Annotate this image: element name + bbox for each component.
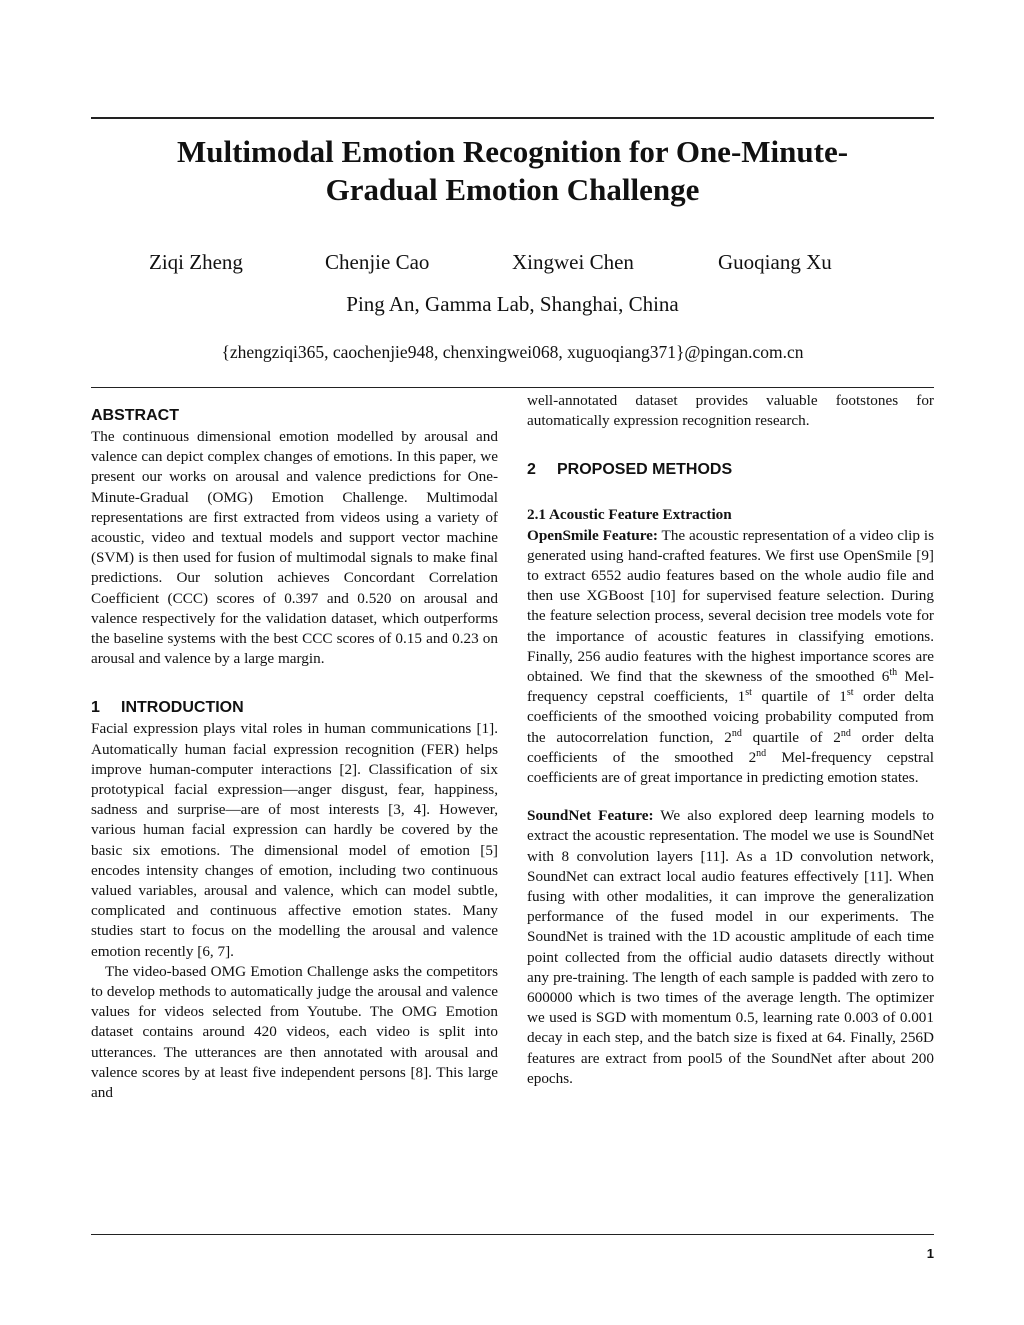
introduction-paragraph-1: Facial expression plays vital roles in human communications [1]. Automatically human facial expression recognition (FER) helps improve human-computer interactions [2]. Classification of six prototypical facial expression—anger disgust, fear, happiness, sadness and surprise—are of most interests [3, 4]. However, various human facial expression can hardly be covered by the basic six emotions. The dimensional model of emotion [5] encodes intensity changes of emotion, including two continuous valued variables, arousal and valence, which can model subtle, complicated and continuous affective emotion states. Many studies start to focus on the modelling the arousal and valence emotion recently [6, 7].: [91, 720, 498, 960]
opensmile-label: OpenSmile Feature:: [527, 526, 658, 544]
page-number: 1: [926, 1246, 934, 1261]
introduction-number: 1: [91, 699, 100, 717]
title-line-2: Gradual Emotion Challenge: [325, 172, 700, 207]
superscript-nd-3: nd: [756, 747, 767, 759]
methods-title: PROPOSED METHODS: [557, 461, 733, 479]
superscript-nd-2: nd: [840, 727, 851, 739]
introduction-title: INTRODUCTION: [121, 699, 244, 717]
introduction-paragraph-2-continued: well-annotated dataset provides valuable footstones for automatically expression recognition research.: [527, 392, 934, 430]
soundnet-text: We also explored deep learning models to extract the acoustic representation. The model we use is SoundNet with 8 convolution layers [11]. As a 1D convolution network, SoundNet can extract local audio features effectively [11]. When fusing with other modalities, it can improve the generalization performance of the fused model in our experiments. The SoundNet is trained with the 1D acoustic amplitude of each time point collected from the official audio datasets directly without any pre-training. The length of each sample is padded with zero to 600000 which is two times of the average length. The optimizer we used is SGD with momentum 0.5, learning rate 0.003 of 0.001 decay in each step, and the batch size is fixed at 64. Finally, 256D features are extract from pool5 of the SoundNet after about 200 epochs.: [527, 807, 935, 1087]
left-column: [91, 405, 498, 1103]
abstract-heading: ABSTRACT: [91, 407, 179, 424]
methods-number: 2: [527, 461, 536, 479]
superscript-st-2: st: [846, 687, 854, 699]
superscript-th: th: [889, 666, 898, 678]
top-rule: [91, 117, 934, 119]
footer-rule: [91, 1234, 934, 1235]
opensmile-text-b: Mel-frequency cepstral coefficients, 1: [527, 668, 934, 706]
introduction-heading: [91, 697, 498, 719]
paper-title: [91, 133, 934, 209]
superscript-st: st: [745, 687, 752, 699]
opensmile-text-g: Mel-frequency cepstral coefficients are of great importance in predicting emotion states.: [527, 748, 935, 787]
soundnet-paragraph: [527, 806, 934, 1089]
soundnet-label: SoundNet Feature:: [527, 807, 654, 825]
author-1: Ziqi Zheng: [149, 250, 243, 274]
introduction-paragraph-2: The video-based OMG Emotion Challenge asks the competitors to develop methods to automatically judge the arousal and valence values for videos selected from Youtube. The OMG Emotion dataset contains around 420 videos, each video is split into utterances. The utterances are then annotated with arousal and valence scores by at least five independent persons [8]. This large and: [91, 962, 498, 1102]
header-rule: [91, 387, 934, 388]
author-3: Xingwei Chen: [512, 250, 634, 274]
opensmile-text-e: quartile of 2: [741, 728, 841, 746]
opensmile-paragraph: [527, 526, 934, 789]
email-addresses: {zhengziqi365, caochenjie948, chenxingwei068, xuguoqiang371}@pingan.com.cn: [221, 342, 804, 362]
opensmile-text-c: quartile of 1: [751, 688, 847, 706]
author-2: Chenjie Cao: [325, 250, 430, 274]
author-list: [91, 250, 934, 280]
opensmile-text-d: order delta coefficients of the smoothed voicing probability computed from the autocorrelation function, 2: [527, 688, 934, 746]
abstract-text: The continuous dimensional emotion modelled by arousal and valence can depict complex changes of emotions. In this paper, we present our works on arousal and valence predictions for One-Minute-Gradual (OMG) Emotion Challenge. Multimodal representations are first extracted from videos using a variety of acoustic, video and textual models and support vector machine (SVM) is then used for fusion of multimodal signals to make final predictions. Our solution achieves Concordant Correlation Coefficient (CCC) scores of 0.397 and 0.520 on arousal and valence respectively for the validation dataset, which outperforms the baseline systems with the best CCC scores of 0.15 and 0.23 on arousal and valence by a large margin.: [91, 428, 498, 668]
right-column: [527, 391, 934, 1089]
title-line-1: Multimodal Emotion Recognition for One-Minute-: [176, 134, 849, 169]
acoustic-subsection-heading: 2.1 Acoustic Feature Extraction: [527, 506, 732, 524]
opensmile-text-f: order delta coefficients of the smoothed 2: [527, 728, 934, 766]
author-4: Guoqiang Xu: [718, 250, 832, 274]
affiliation: Ping An, Gamma Lab, Shanghai, China: [346, 292, 679, 316]
superscript-nd: nd: [731, 727, 742, 739]
methods-heading: [527, 459, 934, 481]
opensmile-text-a: The acoustic representation of a video clip is generated using hand-crafted features. We first use OpenSmile [9] to extract 6552 audio features based on the whole audio file and then use XGBoost [10] for supervised feature selection. During the feature selection process, several decision tree models vote for the importance of acoustic features in classifying emotions. Finally, 256 audio features with the highest importance scores are obtained. We find that the skewness of the smoothed 6: [527, 526, 934, 686]
